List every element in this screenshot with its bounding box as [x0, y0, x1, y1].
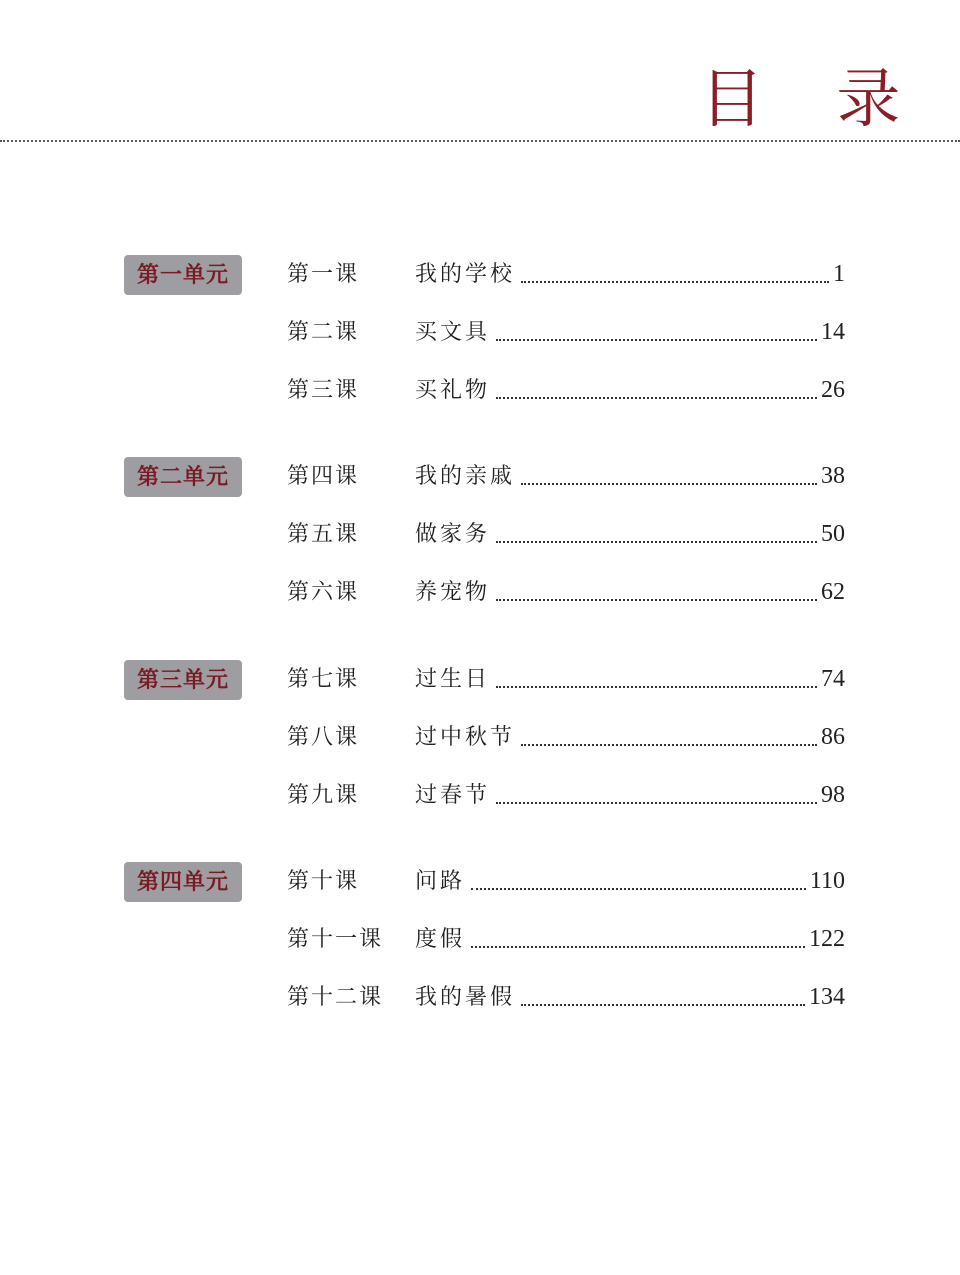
- page-number: 122: [809, 926, 845, 952]
- dot-leader: [496, 599, 817, 601]
- lesson-number: 第七课: [287, 667, 360, 692]
- toc-entry-lesson-7[interactable]: [287, 662, 845, 696]
- lesson-number: 第六课: [287, 580, 360, 605]
- toc-entry-lesson-8[interactable]: [287, 720, 845, 754]
- dot-leader: [496, 802, 817, 804]
- dot-leader: [496, 686, 817, 688]
- lesson-number: 第三课: [287, 378, 360, 403]
- lesson-title: 我的亲戚: [415, 464, 516, 489]
- lesson-title: 买文具: [415, 320, 491, 345]
- unit-badge-4: 第四单元: [124, 862, 242, 902]
- unit-badge-2: 第二单元: [124, 457, 242, 497]
- dot-leader: [521, 483, 817, 485]
- unit-badge-3: 第三单元: [124, 660, 242, 700]
- dot-leader: [521, 281, 829, 283]
- page-number: 110: [809, 868, 845, 894]
- lesson-number: 第十课: [287, 869, 360, 894]
- lesson-title: 我的暑假: [415, 985, 516, 1010]
- lesson-title: 我的学校: [415, 262, 516, 287]
- lesson-number: 第九课: [287, 783, 360, 808]
- lesson-number: 第五课: [287, 522, 360, 547]
- lesson-number: 第十二课: [287, 985, 384, 1010]
- lesson-number: 第二课: [287, 320, 360, 345]
- toc-entry-lesson-12[interactable]: [287, 980, 845, 1014]
- lesson-title: 问路: [415, 869, 466, 894]
- page-number: 62: [821, 579, 845, 605]
- page-number: 98: [821, 782, 845, 808]
- dot-leader: [496, 339, 817, 341]
- lesson-number: 第四课: [287, 464, 360, 489]
- page-number: 50: [821, 521, 845, 547]
- lesson-number: 第十一课: [287, 927, 384, 952]
- unit-badge-1: 第一单元: [124, 255, 242, 295]
- toc-entry-lesson-2[interactable]: [287, 315, 845, 349]
- dot-leader: [521, 1004, 805, 1006]
- lesson-number: 第八课: [287, 725, 360, 750]
- dot-leader: [496, 541, 817, 543]
- lesson-title: 过生日: [415, 667, 491, 692]
- toc-entry-lesson-4[interactable]: [287, 459, 845, 493]
- header-divider: [0, 140, 960, 142]
- lesson-number: 第一课: [287, 262, 360, 287]
- lesson-title: 买礼物: [415, 378, 491, 403]
- lesson-title: 过春节: [415, 783, 491, 808]
- lesson-title: 度假: [415, 927, 466, 952]
- dot-leader: [471, 946, 805, 948]
- page-number: 86: [821, 724, 845, 750]
- page-number: 74: [821, 666, 845, 692]
- toc-entry-lesson-6[interactable]: [287, 575, 845, 609]
- lesson-title: 养宠物: [415, 580, 491, 605]
- page-title: 目 录: [700, 63, 927, 137]
- page-number: 14: [821, 319, 845, 345]
- toc-entry-lesson-9[interactable]: [287, 778, 845, 812]
- lesson-title: 过中秋节: [415, 725, 516, 750]
- dot-leader: [496, 397, 817, 399]
- dot-leader: [471, 888, 806, 890]
- toc-entry-lesson-3[interactable]: [287, 373, 845, 407]
- page-number: 1: [833, 261, 845, 287]
- toc-entry-lesson-11[interactable]: [287, 922, 845, 956]
- page-number: 26: [821, 377, 845, 403]
- page-number: 134: [809, 984, 845, 1010]
- toc-entry-lesson-1[interactable]: [287, 257, 845, 291]
- lesson-title: 做家务: [415, 522, 491, 547]
- toc-entry-lesson-5[interactable]: [287, 517, 845, 551]
- toc-entry-lesson-10[interactable]: [287, 864, 845, 898]
- page-number: 38: [821, 463, 845, 489]
- dot-leader: [521, 744, 817, 746]
